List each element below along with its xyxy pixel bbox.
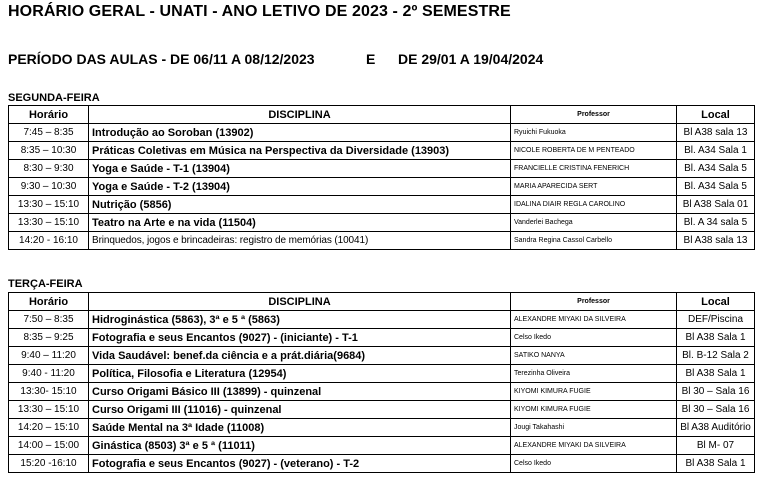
- location-cell: Bl. A 34 sala 5: [677, 214, 755, 232]
- location-cell: Bl. A34 Sala 5: [677, 178, 755, 196]
- table-row: [9, 178, 755, 196]
- professor-cell: KIYOMI KIMURA FUGIE: [511, 401, 677, 419]
- table-row: [9, 419, 755, 437]
- discipline-cell: Política, Filosofia e Literatura (12954): [89, 365, 511, 383]
- discipline-cell: Brinquedos, jogos e brincadeiras: registro de memórias (10041): [89, 232, 511, 250]
- table-row: [9, 383, 755, 401]
- period-range-1: PERÍODO DAS AULAS - DE 06/11 A 08/12/2023: [8, 51, 315, 67]
- time-cell: 14:20 – 15:10: [9, 419, 89, 437]
- table-row: [9, 401, 755, 419]
- table-row: [9, 214, 755, 232]
- location-cell: Bl. A34 Sala 1: [677, 142, 755, 160]
- day-heading-monday: SEGUNDA-FEIRA: [8, 92, 100, 104]
- professor-cell: IDALINA DIAIR REGLA CAROLINO: [511, 196, 677, 214]
- professor-cell: SATIKO NANYA: [511, 347, 677, 365]
- table-row: [9, 196, 755, 214]
- time-cell: 13:30 – 15:10: [9, 196, 89, 214]
- professor-cell: MARIA APARECIDA SERT: [511, 178, 677, 196]
- discipline-cell: Vida Saudável: benef.da ciência e a prát.diária(9684): [89, 347, 511, 365]
- header-location: Local: [677, 293, 755, 311]
- professor-cell: Celso Ikedo: [511, 329, 677, 347]
- discipline-cell: Yoga e Saúde - T-2 (13904): [89, 178, 511, 196]
- period-range-2: DE 29/01 A 19/04/2024: [398, 51, 544, 67]
- table-row: [9, 160, 755, 178]
- table-header-row: [9, 293, 755, 311]
- header-time: Horário: [9, 106, 89, 124]
- discipline-cell: Curso Origami III (11016) - quinzenal: [89, 401, 511, 419]
- location-cell: Bl A38 Sala 1: [677, 365, 755, 383]
- day-heading-tuesday: TERÇA-FEIRA: [8, 278, 83, 290]
- table-row: [9, 455, 755, 473]
- page-title: HORÁRIO GERAL - UNATI - ANO LETIVO DE 2023 - 2º SEMESTRE: [8, 3, 511, 20]
- header-professor: Professor: [511, 293, 677, 311]
- time-cell: 8:35 – 9:25: [9, 329, 89, 347]
- header-discipline: DISCIPLINA: [89, 106, 511, 124]
- location-cell: Bl M- 07: [677, 437, 755, 455]
- table-row: [9, 347, 755, 365]
- location-cell: Bl 30 – Sala 16: [677, 383, 755, 401]
- professor-cell: NICOLE ROBERTA DE M PENTEADO: [511, 142, 677, 160]
- location-cell: Bl A38 Auditório: [677, 419, 755, 437]
- time-cell: 13:30 – 15:10: [9, 214, 89, 232]
- professor-cell: ALEXANDRE MIYAKI DA SILVEIRA: [511, 437, 677, 455]
- location-cell: Bl A38 Sala 01: [677, 196, 755, 214]
- table-row: [9, 365, 755, 383]
- location-cell: Bl A38 Sala 1: [677, 455, 755, 473]
- location-cell: Bl A38 sala 13: [677, 232, 755, 250]
- schedule-table-monday: [8, 105, 755, 250]
- discipline-cell: Hidroginástica (5863), 3ª e 5 ª (5863): [89, 311, 511, 329]
- table-row: [9, 232, 755, 250]
- time-cell: 8:35 – 10:30: [9, 142, 89, 160]
- discipline-cell: Fotografia e seus Encantos (9027) - (iniciante) - T-1: [89, 329, 511, 347]
- location-cell: Bl A38 sala 13: [677, 124, 755, 142]
- table-row: [9, 124, 755, 142]
- discipline-cell: Teatro na Arte e na vida (11504): [89, 214, 511, 232]
- discipline-cell: Práticas Coletivas em Música na Perspectiva da Diversidade (13903): [89, 142, 511, 160]
- table-row: [9, 311, 755, 329]
- professor-cell: Ryuichi Fukuoka: [511, 124, 677, 142]
- location-cell: Bl. B-12 Sala 2: [677, 347, 755, 365]
- discipline-cell: Ginástica (8503) 3ª e 5 ª (11011): [89, 437, 511, 455]
- time-cell: 14:20 - 16:10: [9, 232, 89, 250]
- discipline-cell: Nutrição (5856): [89, 196, 511, 214]
- location-cell: Bl. A34 Sala 5: [677, 160, 755, 178]
- discipline-cell: Saúde Mental na 3ª Idade (11008): [89, 419, 511, 437]
- table-row: [9, 329, 755, 347]
- professor-cell: FRANCIELLE CRISTINA FENERICH: [511, 160, 677, 178]
- time-cell: 13:30 – 15:10: [9, 401, 89, 419]
- schedule-table-tuesday: [8, 292, 755, 473]
- header-professor: Professor: [511, 106, 677, 124]
- time-cell: 9:40 - 11:20: [9, 365, 89, 383]
- period-line: [8, 51, 544, 67]
- discipline-cell: Fotografia e seus Encantos (9027) - (veterano) - T-2: [89, 455, 511, 473]
- professor-cell: Sandra Regina Cassol Carbello: [511, 232, 677, 250]
- time-cell: 13:30- 15:10: [9, 383, 89, 401]
- header-time: Horário: [9, 293, 89, 311]
- professor-cell: Terezinha Oliveira: [511, 365, 677, 383]
- table-row: [9, 437, 755, 455]
- discipline-cell: Introdução ao Soroban (13902): [89, 124, 511, 142]
- location-cell: DEF/Piscina: [677, 311, 755, 329]
- time-cell: 9:40 – 11:20: [9, 347, 89, 365]
- time-cell: 7:50 – 8:35: [9, 311, 89, 329]
- location-cell: Bl 30 – Sala 16: [677, 401, 755, 419]
- table-header-row: [9, 106, 755, 124]
- professor-cell: ALEXANDRE MIYAKI DA SILVEIRA: [511, 311, 677, 329]
- time-cell: 9:30 – 10:30: [9, 178, 89, 196]
- discipline-cell: Yoga e Saúde - T-1 (13904): [89, 160, 511, 178]
- professor-cell: Celso Ikedo: [511, 455, 677, 473]
- time-cell: 7:45 – 8:35: [9, 124, 89, 142]
- header-discipline: DISCIPLINA: [89, 293, 511, 311]
- professor-cell: Vanderlei Bachega: [511, 214, 677, 232]
- header-location: Local: [677, 106, 755, 124]
- time-cell: 14:00 – 15:00: [9, 437, 89, 455]
- professor-cell: KIYOMI KIMURA FUGIE: [511, 383, 677, 401]
- time-cell: 15:20 -16:10: [9, 455, 89, 473]
- discipline-cell: Curso Origami Básico III (13899) - quinzenal: [89, 383, 511, 401]
- location-cell: Bl A38 Sala 1: [677, 329, 755, 347]
- time-cell: 8:30 – 9:30: [9, 160, 89, 178]
- professor-cell: Jougi Takahashi: [511, 419, 677, 437]
- table-row: [9, 142, 755, 160]
- period-conjunction: E: [366, 51, 376, 67]
